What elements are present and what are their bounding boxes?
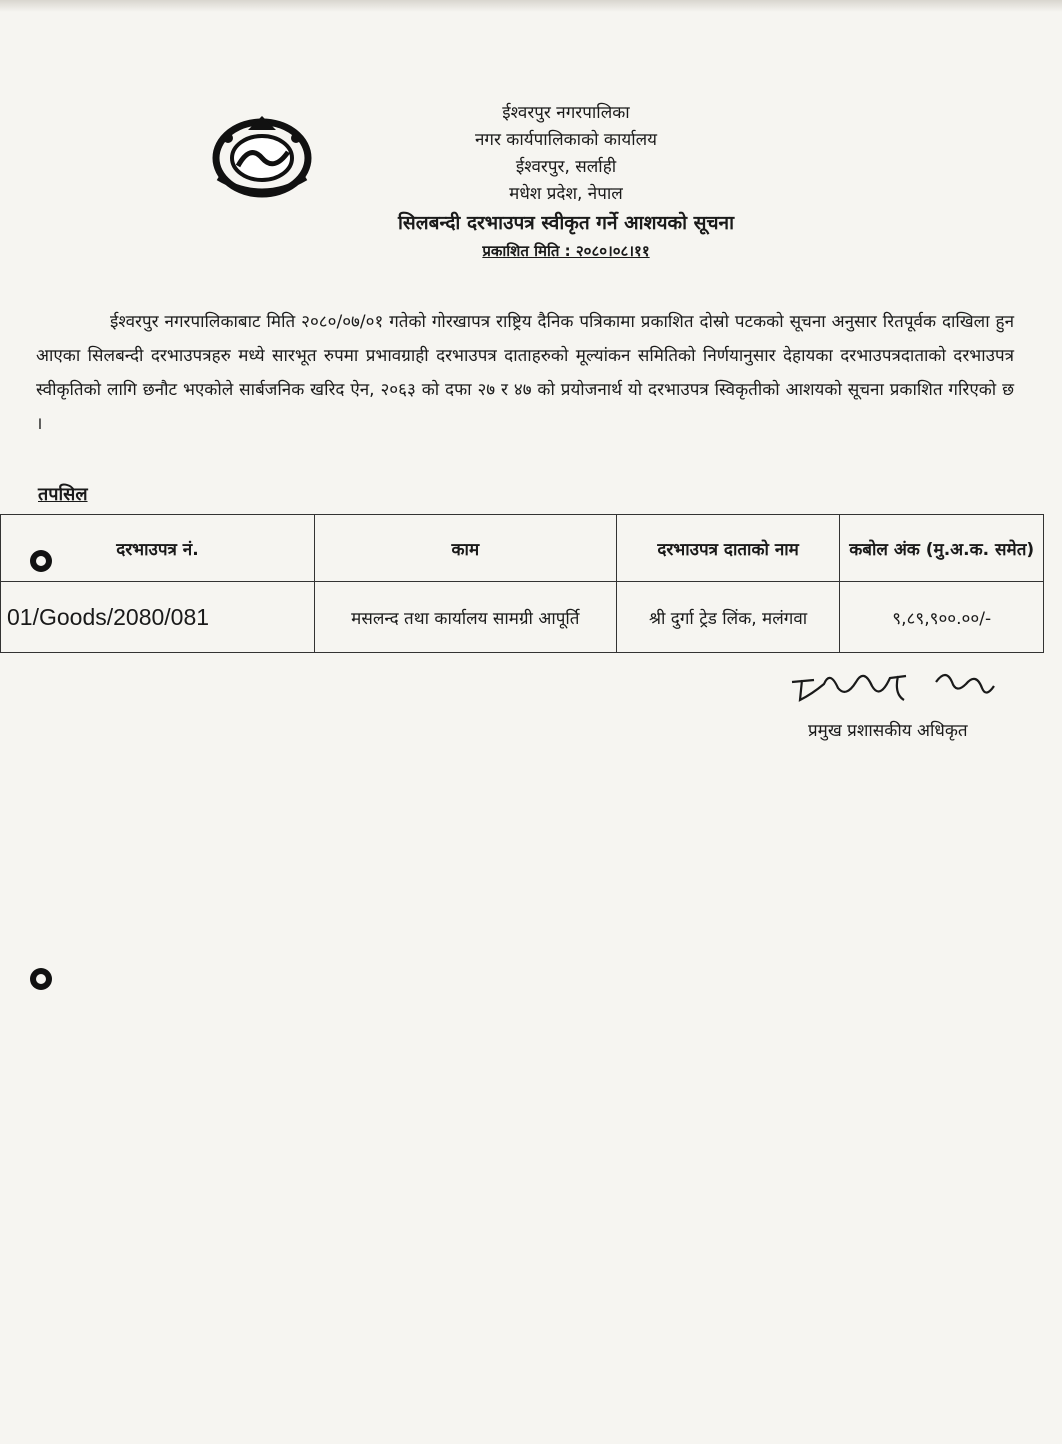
- punch-hole-top: [30, 550, 52, 572]
- header-work: काम: [314, 515, 616, 582]
- signature-mark: [786, 660, 1006, 706]
- signatory-title: प्रमुख प्रशासकीय अधिकृत: [808, 721, 968, 741]
- details-label: तपसिल: [38, 484, 88, 505]
- cell-bid-number: 01/Goods/2080/081: [1, 582, 315, 653]
- cell-bid-amount: ९,८९,९००.००/-: [840, 582, 1044, 653]
- notice-title: सिलबन्दी दरभाउपत्र स्वीकृत गर्ने आशयको सूचना: [397, 212, 735, 234]
- table-header-row: [1, 515, 1044, 582]
- letterhead: [0, 100, 1062, 264]
- header-bidder-name: दरभाउपत्र दाताको नाम: [616, 515, 840, 582]
- paper-edge: [0, 0, 1062, 12]
- cell-bidder-name: श्री दुर्गा ट्रेड लिंक, मलंगवा: [616, 582, 840, 653]
- table-row: [1, 582, 1044, 653]
- header-bid-amount: कबोल अंक (मु.अ.क. समेत): [840, 515, 1044, 582]
- published-date: प्रकाशित मिति : २०८०।०८।११: [482, 242, 650, 260]
- cell-work: मसलन्द तथा कार्यालय सामग्री आपूर्ति: [314, 582, 616, 653]
- award-table: [0, 514, 1044, 653]
- office-name: ईश्वरपुर नगरपालिका: [502, 103, 630, 123]
- office-address: ईश्वरपुर, सर्लाही: [515, 157, 617, 177]
- office-province: मधेश प्रदेश, नेपाल: [509, 184, 623, 204]
- punch-hole-bottom: [30, 968, 52, 990]
- header-bid-number: दरभाउपत्र नं.: [1, 515, 315, 582]
- office-subtitle: नगर कार्यपालिकाको कार्यालय: [474, 130, 658, 150]
- notice-paragraph: ईश्वरपुर नगरपालिकाबाट मिति २०८०/०७/०१ गतेको गोरखापत्र राष्ट्रिय दैनिक पत्रिकामा प्रकाशित दोस्रो पटकको सूचना अनुसार रितपूर्वक दाखिला हुन आएका सिलबन्दी दरभाउपत्रहरु मध्ये सारभूत रुपमा प्रभावग्राही दरभाउपत्र दाताहरुको मूल्यांकन समितिको निर्णयानुसार देहायका दरभाउपत्रदाताको दरभाउपत्र स्वीकृतिको लागि छनौट भएकोले सार्बजनिक खरिद ऐन, २०६३ को दफा २७ र ४७ को प्रयोजनार्थ यो दरभाउपत्र स्विकृतीको आशयको सूचना प्रकाशित गरिएको छ ।: [36, 312, 1014, 434]
